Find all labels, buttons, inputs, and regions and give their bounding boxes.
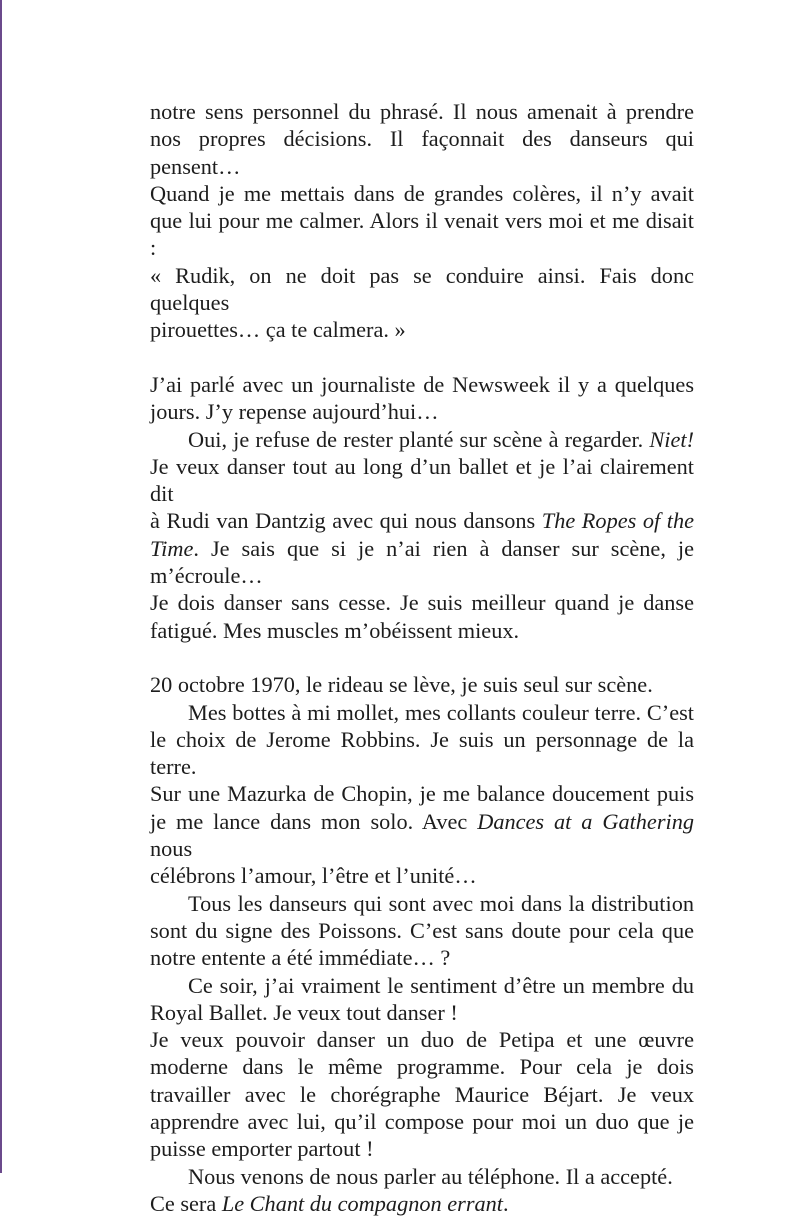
text-line: notre entente a été immédiate… ? (150, 945, 451, 971)
text-run: nous (150, 836, 193, 862)
text-line: fatigué. Mes muscles m’obéissent mieux. (150, 617, 520, 643)
text-line: puisse emporter partout ! (150, 1136, 374, 1162)
text-line: Nous venons de nous parler au téléphone. Il a accepté. (188, 1163, 673, 1189)
italic-title: Dances at a Gathering (477, 808, 694, 834)
text-line: notre sens personnel du phrasé. Il nous amenait à prendre (150, 99, 694, 124)
text-line (150, 535, 694, 590)
text-line: moderne dans le même programme. Pour cela je dois (150, 1054, 694, 1080)
text-line: que lui pour me calmer. Alors il venait vers moi et me disait : (150, 208, 694, 261)
text-line (150, 1190, 694, 1217)
text-line (150, 426, 694, 453)
text-line (150, 507, 694, 534)
text-line: Ce soir, j’ai vraiment le sentiment d’être un membre du (188, 972, 694, 998)
text-line: célébrons l’amour, l’être et l’unité… (150, 863, 477, 889)
text-line: nos propres décisions. Il façonnait des danseurs qui pensent… (150, 126, 694, 179)
text-run: Ce sera (150, 1190, 222, 1216)
text-line: 20 octobre 1970, le rideau se lève, je suis seul sur scène. (150, 672, 653, 698)
text-line: Je veux pouvoir danser un duo de Petipa et une œuvre (150, 1027, 694, 1053)
text-line: « Rudik, on ne doit pas se conduire ainsi. Fais donc quelques (150, 262, 694, 316)
text-run: je me lance dans mon solo. Avec (150, 808, 478, 834)
italic-text: Niet! (649, 426, 694, 452)
text-line: pirouettes… ça te calmera. » (150, 317, 406, 343)
page-body (150, 98, 694, 1217)
text-line: jours. J’y repense aujourd’hui… (150, 399, 439, 425)
text-line: Mes bottes à mi mollet, mes collants couleur terre. C’est (188, 699, 694, 725)
text-line: Je veux danser tout au long d’un ballet et je l’ai clairement dit (150, 453, 694, 507)
paragraph-gap (150, 644, 694, 671)
italic-title: Le Chant du compagnon errant (221, 1190, 503, 1216)
text-run: . (503, 1190, 509, 1216)
page-edge-line (0, 0, 2, 1173)
text-line: Royal Ballet. Je veux tout danser ! (150, 999, 458, 1025)
paragraph-block-3 (150, 671, 694, 1217)
text-line: Sur une Mazurka de Chopin, je me balance doucement puis (150, 781, 694, 807)
text-line: J’ai parlé avec un journaliste de Newsweek il y a quelques (150, 371, 694, 397)
text-line: apprendre avec lui, qu’il compose pour moi un duo que je (150, 1108, 694, 1134)
text-line (150, 808, 694, 863)
paragraph-block-1 (150, 98, 694, 344)
text-line: le choix de Jerome Robbins. Je suis un personnage de la terre. (150, 726, 694, 780)
italic-title: The Ropes of the (541, 508, 694, 534)
text-line: Tous les danseurs qui sont avec moi dans la distribution (188, 890, 694, 916)
text-run: à Rudi van Dantzig avec qui nous dansons (150, 508, 542, 534)
text-line: Je dois danser sans cesse. Je suis meilleur quand je danse (150, 590, 694, 616)
text-line: Quand je me mettais dans de grandes colères, il n’y avait (150, 180, 694, 206)
text-run: Oui, je refuse de rester planté sur scène à regarder. (188, 426, 650, 452)
paragraph-gap (150, 344, 694, 371)
text-line: sont du signe des Poissons. C’est sans doute pour cela que (150, 917, 694, 943)
text-run: . Je sais que si je n’ai rien à danser sur scène, je m’écroule… (150, 535, 694, 589)
paragraph-block-2 (150, 371, 694, 644)
italic-title: Time (150, 535, 194, 561)
text-line: travailler avec le chorégraphe Maurice Béjart. Je veux (150, 1081, 694, 1107)
